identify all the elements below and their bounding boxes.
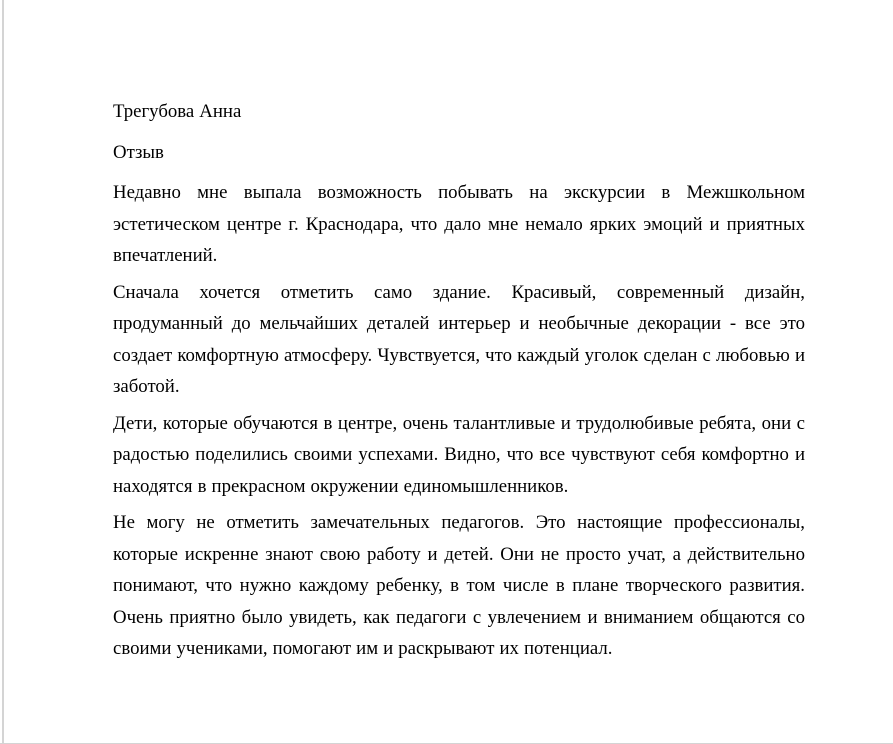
paragraph: Дети, которые обучаются в центре, очень талантливые и трудолюбивые ребята, они с радостью поделились своими успехами. Видно, что все чувствуют себя комфортно и находятся в прекрасном окружении единомышленников. xyxy=(113,412,805,497)
paragraph: Не могу не отметить замечательных педагогов. Это настоящие профессионалы, которые искренне знают свою работу и детей. Они не просто учат, а действительно понимают, что нужно каждому ребенку, в том числе в плане творческого развития. Очень приятно было увидеть, как педагоги с увлечением и вниманием общаются со своими учениками, помогают им и раскрывают их потенциал. xyxy=(113,512,805,659)
author-name: Трегубова Анна xyxy=(113,101,242,122)
paragraph: Сначала хочется отметить само здание. Красивый, современный дизайн, продуманный до мельчайших деталей интерьер и необычные декорации - все это создает комфортную атмосферу. Чувствуется, что каждый уголок сделан с любовью и заботой. xyxy=(113,281,805,397)
page-left-edge xyxy=(2,0,4,744)
document-title: Отзыв xyxy=(113,141,164,163)
document-content xyxy=(113,96,805,665)
paragraph: Недавно мне выпала возможность побывать на экскурсии в Межшкольном эстетическом центре г. Краснодара, что дало мне немало ярких эмоций и приятных впечатлений. xyxy=(113,182,805,266)
